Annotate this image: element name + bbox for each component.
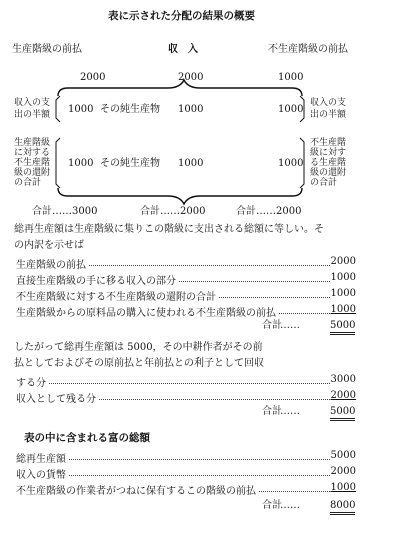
- list1-total-value: 5000: [330, 320, 355, 335]
- header-number-2: 2000: [178, 72, 204, 83]
- list3-total-dots: ……: [280, 500, 300, 511]
- list2-total-label: 合計: [262, 406, 282, 417]
- block1-number-left: 1000: [68, 104, 94, 115]
- list-item: [16, 374, 356, 388]
- block2-left-label-line: 級の還附: [14, 168, 51, 178]
- list-item: [16, 256, 356, 270]
- list2-total-value: 5000: [330, 406, 355, 421]
- block2-number-mid: 1000: [178, 158, 204, 169]
- list-item-label: 生産階級からの原料品の購入に使われる不生産階級の前払: [16, 304, 278, 319]
- paragraph-line: したがって総再生産額は 5000，その中耕作者がその前: [14, 342, 263, 353]
- block2-right-label-line: 級に対す: [310, 148, 347, 158]
- total-revenue-value: 2000: [180, 206, 206, 217]
- list-item-label: 不生産階級の作業者がつねに保有するこの階級の前払: [16, 482, 258, 497]
- block1-number-mid: 1000: [178, 104, 204, 115]
- document-title: 表に示された分配の結果の概要: [108, 10, 255, 22]
- total-productive: 合計……3000: [32, 206, 98, 217]
- block2-net-product: その純生産物: [100, 158, 160, 169]
- list-item: [16, 482, 356, 496]
- block1-right-label-2: 出の半額: [310, 110, 347, 120]
- list-item: [16, 466, 356, 480]
- paragraph-line: 総再生産額は生産階級に集りこの階級に支出される総額に等しい。そ: [14, 224, 324, 235]
- list3-total-label: 合計: [262, 500, 282, 511]
- block2-right-label-line: 不生産階: [310, 138, 347, 148]
- block1-left-label-1: 収入の支: [14, 98, 51, 108]
- header-sterile-advance: 不生産階級の前払: [268, 44, 348, 55]
- list-item: [16, 288, 356, 302]
- list-item-label: する分: [16, 374, 48, 389]
- list-item: [16, 390, 356, 404]
- header-number-3: 1000: [278, 72, 304, 83]
- list3-total-value: 8000: [330, 500, 355, 515]
- total-sterile: 合計……2000: [236, 206, 302, 217]
- header-productive-advance: 生産階級の前払: [12, 44, 82, 55]
- paragraph-line: の内訳を示せば: [14, 240, 84, 251]
- block2-left-label-line: 不生産階: [14, 158, 51, 168]
- block2-left-label-line: の合計: [14, 178, 42, 188]
- list2-total-dots: ……: [280, 406, 300, 417]
- list-item-value: 5000: [330, 450, 356, 461]
- block2-right-label-line: の合計: [310, 178, 338, 188]
- list-item-value: 1000: [330, 272, 356, 283]
- list-item-value: 3000: [330, 374, 356, 385]
- block2-number-left: 1000: [68, 158, 94, 169]
- list-item-label: 総再生産額: [16, 450, 68, 465]
- list-item: [16, 272, 356, 286]
- total-revenue-label: 合計……: [140, 206, 180, 217]
- block1-right-label-1: 収入の支: [310, 98, 347, 108]
- list-item-label: 収入として残る分: [16, 390, 98, 405]
- block2-left-label-line: 生産階級: [14, 138, 51, 148]
- block2-right-label-line: 級の還附: [310, 168, 347, 178]
- list-item-value: 2000: [330, 256, 356, 267]
- block1-number-right: 1000: [278, 104, 304, 115]
- block2-right-label-line: る生産階: [310, 158, 347, 168]
- header-revenue: 収 入: [168, 44, 198, 55]
- list-item-value: 1000: [330, 482, 356, 493]
- paragraph-line: 払としておよびその原前払と年前払との利子として回収: [14, 358, 264, 369]
- list-item-label: 不生産階級に対する不生産階級の還附の合計: [16, 288, 218, 303]
- list-item: [16, 450, 356, 464]
- list-item-label: 収入の貨幣: [16, 466, 68, 481]
- list-item-label: 直接生産階級の手に移る収入の部分: [16, 272, 178, 287]
- list-item: [16, 304, 356, 318]
- list-item-value: 2000: [330, 466, 356, 477]
- header-number-1: 2000: [80, 72, 106, 83]
- block2-left-label-line: に対する: [14, 148, 51, 158]
- list-item-value: 2000: [330, 390, 356, 401]
- section-title: 表の中に含まれる富の総額: [24, 432, 150, 444]
- block2-number-right: 1000: [278, 158, 304, 169]
- list1-total-label: 合計: [262, 320, 282, 331]
- list1-total-dots: ……: [280, 320, 300, 331]
- list-item-value: 1000: [330, 288, 356, 299]
- block1-left-label-2: 出の半額: [14, 110, 51, 120]
- list-item-value: 1000: [330, 304, 356, 315]
- list-item-label: 生産階級の前払: [16, 256, 88, 271]
- block1-net-product: その純生産物: [100, 104, 160, 115]
